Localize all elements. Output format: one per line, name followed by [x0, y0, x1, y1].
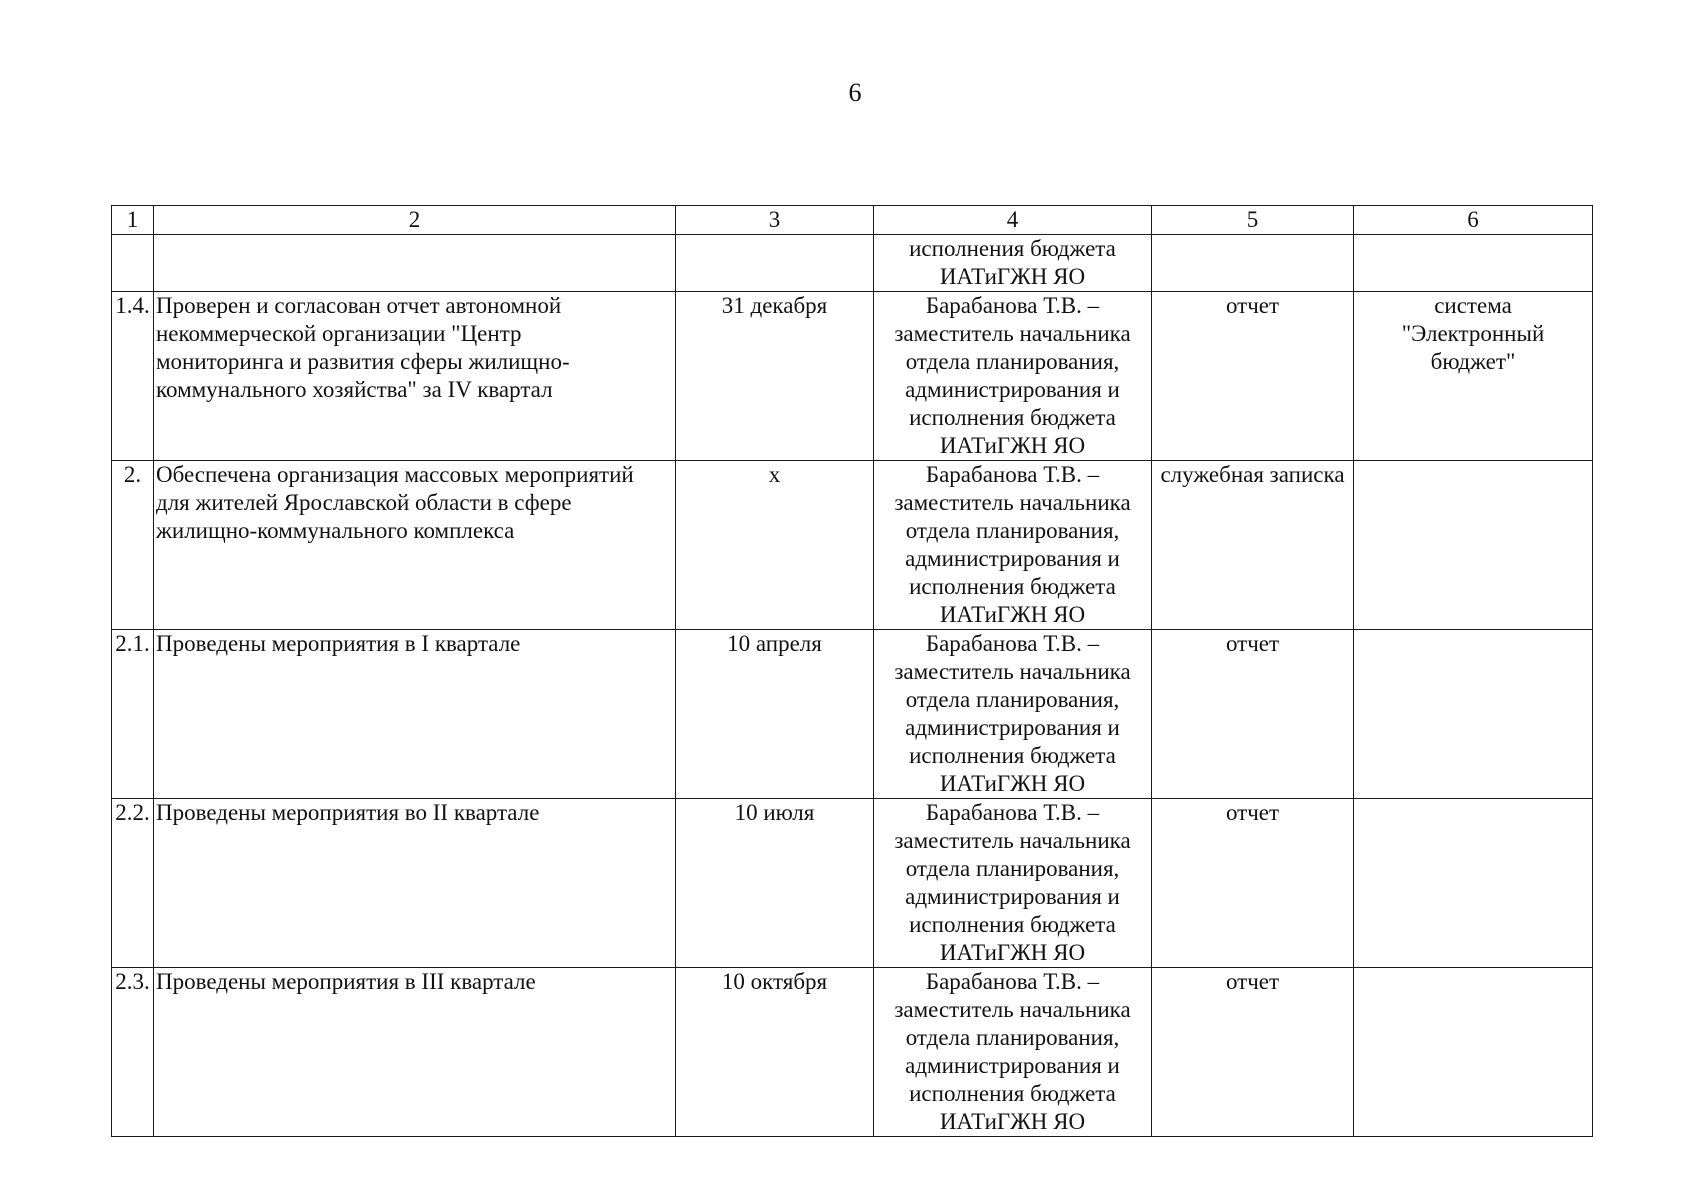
cell-line: администрирования и — [905, 377, 1120, 402]
cell-num: 2.1. — [112, 630, 154, 799]
cell-line: жилищно-коммунального комплекса — [156, 518, 515, 543]
cell-note — [1354, 292, 1593, 461]
cell-line: исполнения бюджета — [909, 405, 1116, 430]
cell-line: бюджет" — [1430, 349, 1516, 374]
page-number: 6 — [848, 78, 862, 107]
cell-note — [1354, 461, 1593, 630]
cell-line: администрирования и — [905, 1053, 1120, 1078]
cell-responsible — [874, 799, 1152, 968]
cell-line: заместитель начальника — [894, 659, 1131, 684]
table-row — [112, 968, 1593, 1137]
cell-line: ИАТиГЖН ЯО — [939, 602, 1086, 627]
header-col-3: 3 — [676, 206, 874, 235]
cell-description — [154, 292, 676, 461]
cell-line: исполнения бюджета — [909, 743, 1116, 768]
cell-description — [154, 461, 676, 630]
cell-result: отчет — [1152, 968, 1354, 1137]
cell-deadline: 10 апреля — [676, 630, 874, 799]
cell-line: Проверен и согласован отчет автономной — [156, 293, 562, 318]
cell-line: администрирования и — [905, 715, 1120, 740]
cell-line: исполнения бюджета — [909, 574, 1116, 599]
table-row-continuation — [112, 235, 1593, 292]
header-col-2: 2 — [154, 206, 676, 235]
table-row — [112, 630, 1593, 799]
cell-line: Барабанова Т.В. – — [925, 631, 1100, 656]
cell-line: отдела планирования, — [905, 1025, 1120, 1050]
cell-result: отчет — [1152, 292, 1354, 461]
cell-num: 1.4. — [112, 292, 154, 461]
cell-line: администрирования и — [905, 546, 1120, 571]
cell-responsible — [874, 235, 1152, 292]
cell-line: исполнения бюджета — [909, 1081, 1116, 1106]
cell-line: Барабанова Т.В. – — [925, 800, 1100, 825]
cell-responsible — [874, 461, 1152, 630]
cell-line: Проведены мероприятия в I квартале — [156, 631, 521, 656]
cell-line: "Электронный — [1401, 321, 1545, 346]
header-col-1: 1 — [112, 206, 154, 235]
cell-line: Барабанова Т.В. – — [925, 462, 1100, 487]
cell-responsible — [874, 968, 1152, 1137]
cell-num: 2.2. — [112, 799, 154, 968]
cell-line: система — [1434, 293, 1512, 318]
header-col-5: 5 — [1152, 206, 1354, 235]
cell-responsible — [874, 292, 1152, 461]
table-row — [112, 292, 1593, 461]
cell-line: ИАТиГЖН ЯО — [939, 771, 1086, 796]
cell-line: Проведены мероприятия во II квартале — [156, 800, 540, 825]
cell-line: для жителей Ярославской области в сфере — [156, 490, 572, 515]
cell-note — [1354, 799, 1593, 968]
cell-result: отчет — [1152, 630, 1354, 799]
cell-line: Обеспечена организация массовых мероприятий — [156, 462, 634, 487]
cell-responsible — [874, 630, 1152, 799]
cell-note — [1354, 968, 1593, 1137]
cell-line: отдела планирования, — [905, 856, 1120, 881]
cell-line: отдела планирования, — [905, 349, 1120, 374]
cell-num: 2.3. — [112, 968, 154, 1137]
cell-line: Барабанова Т.В. – — [925, 969, 1100, 994]
cell-line: некоммерческой организации "Центр — [156, 321, 522, 346]
plan-table — [111, 205, 1593, 1137]
header-col-4: 4 — [874, 206, 1152, 235]
table-row — [112, 461, 1593, 630]
cell-line: коммунального хозяйства" за IV квартал — [156, 377, 553, 402]
cell-description — [154, 799, 676, 968]
cell-deadline: 10 октября — [676, 968, 874, 1137]
cell-num — [112, 235, 154, 292]
cell-line: заместитель начальника — [894, 490, 1131, 515]
cell-num: 2. — [112, 461, 154, 630]
table-row — [112, 799, 1593, 968]
cell-line: ИАТиГЖН ЯО — [939, 433, 1086, 458]
cell-line: заместитель начальника — [894, 997, 1131, 1022]
cell-line: отдела планирования, — [905, 518, 1120, 543]
cell-result: отчет — [1152, 799, 1354, 968]
cell-line: ИАТиГЖН ЯО — [939, 264, 1086, 289]
cell-line: администрирования и — [905, 884, 1120, 909]
cell-description — [154, 630, 676, 799]
cell-line: заместитель начальника — [894, 828, 1131, 853]
header-col-6: 6 — [1354, 206, 1593, 235]
cell-description — [154, 235, 676, 292]
table-header-row — [112, 206, 1593, 235]
cell-note — [1354, 235, 1593, 292]
cell-deadline: 10 июля — [676, 799, 874, 968]
cell-deadline: 31 декабря — [676, 292, 874, 461]
cell-deadline — [676, 235, 874, 292]
cell-line: мониторинга и развития сферы жилищно- — [156, 349, 570, 374]
cell-line: заместитель начальника — [894, 321, 1131, 346]
cell-description — [154, 968, 676, 1137]
cell-deadline: х — [676, 461, 874, 630]
cell-note — [1354, 630, 1593, 799]
cell-line: исполнения бюджета — [909, 912, 1116, 937]
cell-line: исполнения бюджета — [909, 236, 1116, 261]
cell-line: ИАТиГЖН ЯО — [939, 940, 1086, 965]
cell-result: служебная записка — [1152, 461, 1354, 630]
cell-line: Барабанова Т.В. – — [925, 293, 1100, 318]
cell-result — [1152, 235, 1354, 292]
cell-line: отдела планирования, — [905, 687, 1120, 712]
cell-line: Проведены мероприятия в III квартале — [156, 969, 536, 994]
cell-line: ИАТиГЖН ЯО — [939, 1109, 1086, 1134]
